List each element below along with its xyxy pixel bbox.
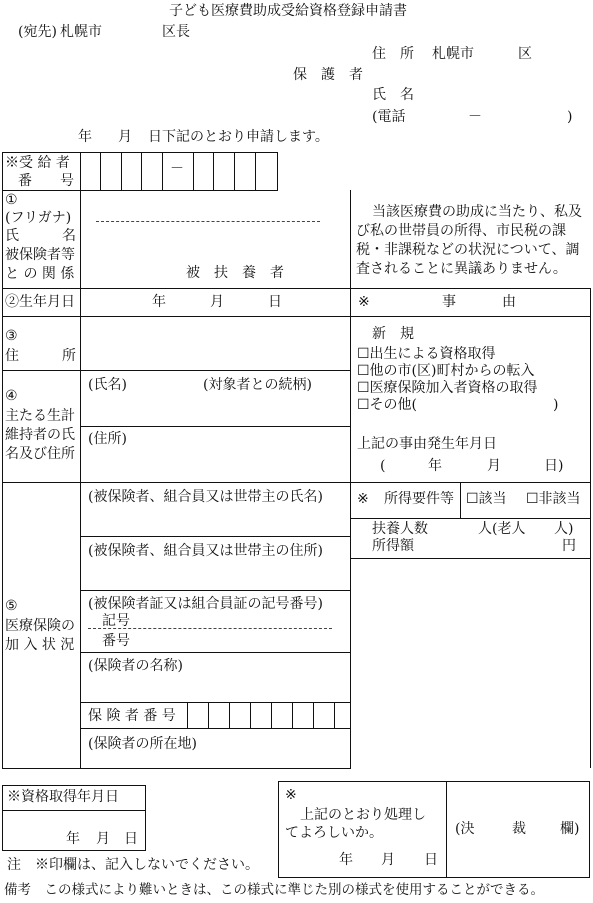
guardian-phone-close: )	[567, 109, 573, 125]
row5-label-1: 医療保険の	[5, 618, 75, 634]
birthdate-day: 日	[268, 294, 282, 310]
consent-line-2: び私の世帯員の所得、市民税の課	[356, 223, 566, 239]
dependents-close: 人)	[554, 521, 574, 537]
reason-occurrence-label: 上記の事由発生年月日	[357, 436, 497, 452]
reason-label-a: 事	[442, 294, 456, 310]
row4-name-label: (氏名)	[88, 377, 127, 393]
qualification-month: 月	[96, 831, 110, 847]
insurer-number-label: 保 険 者 番 号	[88, 708, 176, 724]
row4-label-3: 名及び住所	[5, 446, 75, 462]
card-symbol-label: 記号	[102, 613, 130, 629]
furigana-guide	[96, 221, 320, 222]
row4-label-1: 主たる生計	[5, 408, 75, 424]
guardian-label: 保 護 者	[293, 67, 363, 83]
processing-mark: ※	[285, 787, 297, 803]
reason-occurrence-day: 日)	[544, 458, 564, 474]
insured-name-label: (被保険者、組合員又は世帯主の氏名)	[88, 489, 323, 505]
reason-option-insurance[interactable]: ☐医療保険加入者資格の取得	[357, 380, 538, 396]
reason-occurrence-open: (	[380, 458, 386, 474]
row5-label-2: 加 入 状 況	[5, 637, 75, 653]
guardian-phone-open: (電話	[372, 109, 406, 125]
row5-number: ⑤	[5, 598, 18, 614]
apply-month: 月	[118, 129, 132, 145]
row1-name-b: 名	[62, 228, 76, 244]
addressee-prefix: (宛先)	[18, 24, 57, 40]
income-not-applicable-checkbox[interactable]: ☐非該当	[526, 491, 581, 507]
addressee-suffix: 区長	[162, 24, 190, 40]
guardian-address-city: 札幌市	[432, 46, 474, 62]
reason-option-transfer[interactable]: ☐他の市(区)町村からの転入	[357, 363, 535, 379]
decision-close: 欄)	[560, 821, 580, 837]
row1-dependent: 被 扶 養 者	[186, 265, 284, 281]
consent-line-4: 査されることに異議ありません。	[356, 261, 567, 277]
reason-option-birth[interactable]: ☐出生による資格取得	[357, 346, 496, 362]
apply-statement: 日下記のとおり申請します。	[148, 129, 329, 145]
qualification-date-label: ※資格取得年月日	[7, 789, 119, 805]
reason-occurrence-year: 年	[428, 458, 442, 474]
birthdate-label: ②生年月日	[5, 294, 75, 310]
row1-name-a: 氏	[5, 228, 19, 244]
reason-occurrence-month: 月	[487, 458, 501, 474]
row3-number: ③	[5, 328, 18, 344]
income-yen: 円	[562, 538, 576, 554]
guardian-address-ward: 区	[518, 46, 532, 62]
card-number-label: (被保険者証又は組合員証の記号番号)	[88, 596, 323, 612]
recipient-number-label-2: 番 号	[18, 173, 74, 189]
row1-furigana-label: (フリガナ)	[5, 210, 72, 226]
processing-year: 年	[339, 852, 353, 868]
processing-month: 月	[381, 852, 395, 868]
consent-line-3: 税・非課税などの状況について、調	[356, 242, 580, 258]
row3-label-b: 所	[62, 348, 76, 364]
row4-number: ④	[5, 388, 18, 404]
row1-relation-1: 被保険者等	[5, 247, 75, 263]
reason-new: 新 規	[372, 326, 414, 342]
qualification-year: 年	[66, 831, 80, 847]
insurer-address-label: (保険者の所在地)	[88, 736, 197, 752]
birthdate-month: 月	[210, 294, 224, 310]
income-label: 所得要件等	[384, 491, 454, 507]
income-amount-label: 所得額	[372, 538, 414, 554]
processing-line-2: てよろしいか。	[285, 825, 383, 841]
consent-line-1: 当該医療費の助成に当たり、私及	[372, 204, 582, 220]
dependents-label: 扶養人数	[372, 521, 428, 537]
recipient-number-dash: －	[170, 161, 184, 177]
form-title: 子ども医療費助成受給資格登録申請書	[169, 3, 407, 19]
income-mark: ※	[357, 491, 369, 507]
addressee-city: 札幌市	[60, 24, 102, 40]
row1-relation-2: と の 関 係	[5, 266, 75, 282]
decision-open: (決	[455, 821, 475, 837]
remark-text: 備考 この様式により難いときは、この様式に準じた別の様式を使用することができる。	[4, 882, 544, 898]
apply-year: 年	[78, 129, 92, 145]
birthdate-year: 年	[152, 294, 166, 310]
insurer-name-label: (保険者の名称)	[88, 658, 183, 674]
insured-address-label: (被保険者、組合員又は世帯主の住所)	[88, 543, 323, 559]
row4-relation-label: (対象者との続柄)	[203, 377, 312, 393]
income-applicable-checkbox[interactable]: ☐該当	[466, 491, 507, 507]
row4-address-label: (住所)	[88, 431, 127, 447]
decision-mid: 裁	[512, 821, 526, 837]
reason-option-other[interactable]: ☐その他(	[357, 397, 418, 413]
note-text: 注 ※印欄は、記入しないでください。	[7, 857, 259, 873]
dependents-elderly: 人(老人	[478, 521, 526, 537]
guardian-name-label: 氏 名	[372, 87, 414, 103]
qualification-day: 日	[124, 831, 138, 847]
row4-label-2: 維持者の氏	[5, 427, 75, 443]
reason-label-b: 由	[502, 294, 516, 310]
row1-number: ①	[5, 192, 18, 208]
guardian-phone-dash: －	[468, 109, 482, 125]
card-number-sub-label: 番号	[102, 633, 130, 649]
reason-mark: ※	[358, 294, 370, 310]
recipient-number-label-1: ※受 給 者	[5, 155, 70, 171]
processing-day: 日	[424, 852, 438, 868]
row3-label-a: 住	[5, 348, 19, 364]
processing-line-1: 上記のとおり処理し	[300, 807, 426, 823]
reason-option-other-close: )	[553, 397, 559, 413]
guardian-address-label: 住 所	[372, 46, 414, 62]
